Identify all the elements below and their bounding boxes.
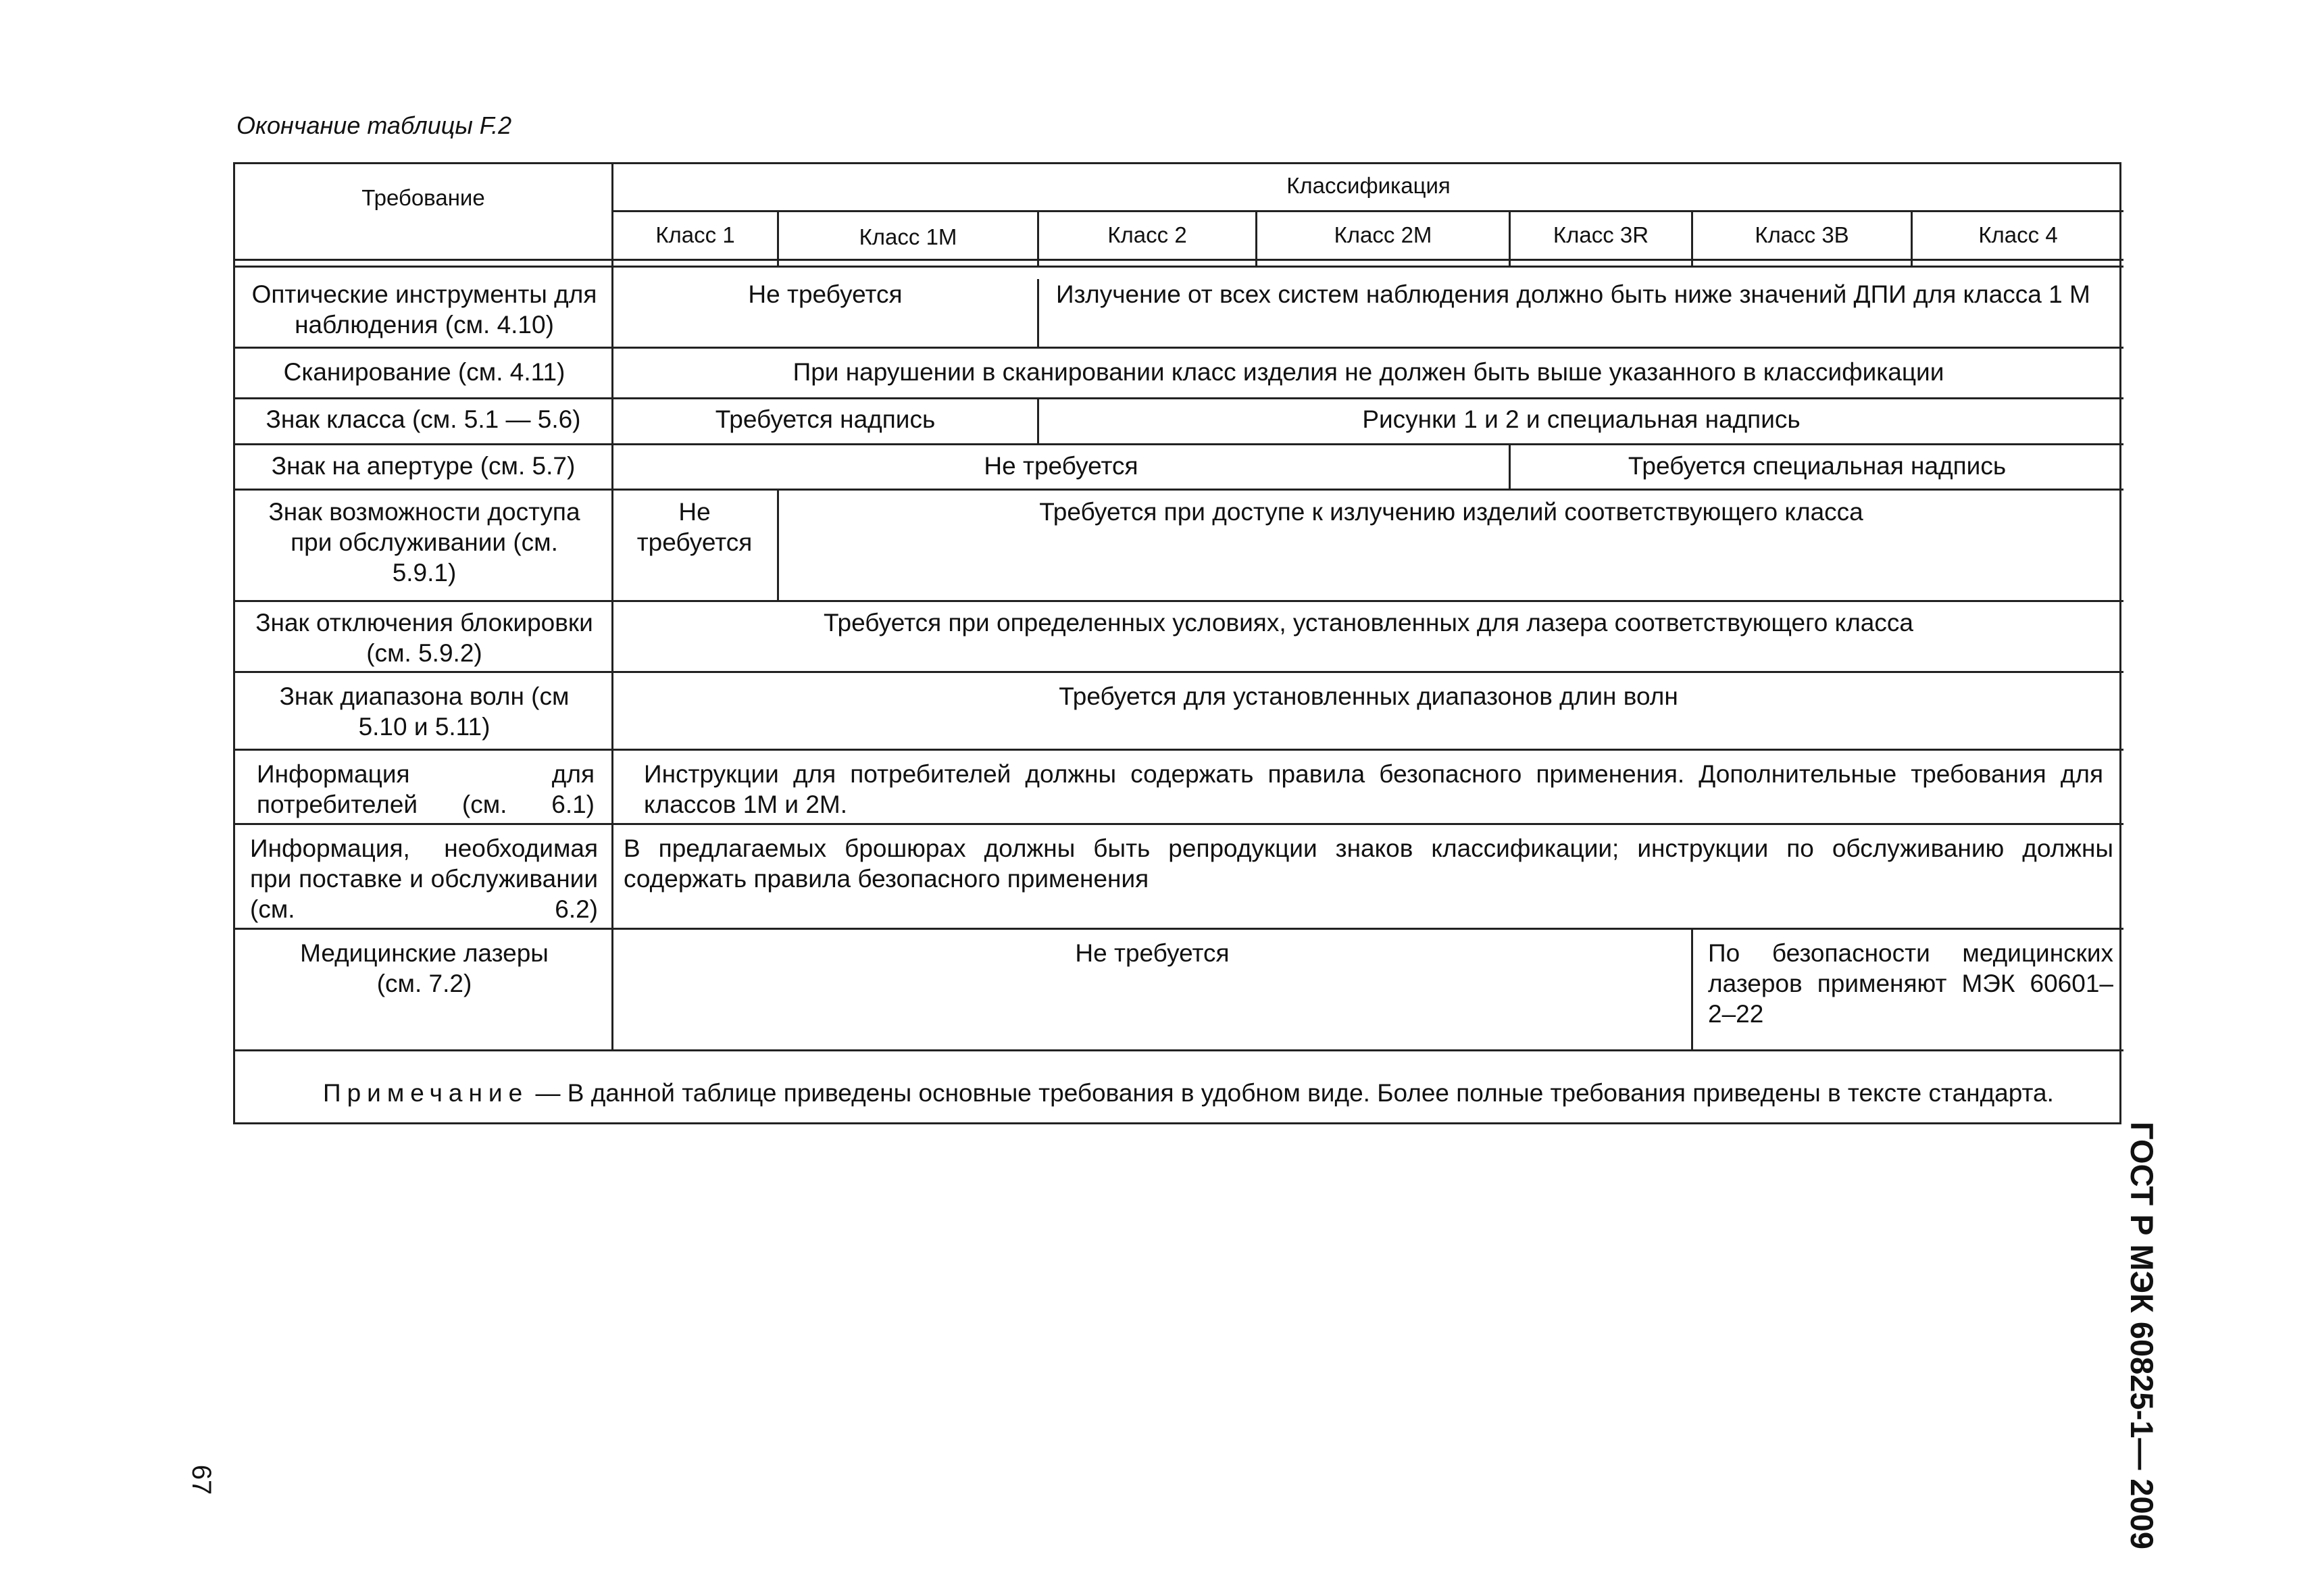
rule <box>235 671 2123 673</box>
row-cell: Не требуется <box>984 452 1138 480</box>
row-requirement: Сканирование (см. 4.11) <box>283 358 565 386</box>
header-class-1: Класс 1 <box>655 222 735 247</box>
row-requirement: Знак отключения блокировки (см. 5.9.2) <box>255 609 593 667</box>
page-number: 67 <box>186 1464 216 1495</box>
rule <box>235 347 2123 349</box>
rule <box>613 210 2123 212</box>
rule <box>235 397 2123 399</box>
row-requirement: Знак возможности доступа при обслуживании (см. 5.9.1) <box>268 498 580 587</box>
header-class-2: Класс 2 <box>1107 222 1187 247</box>
standard-code: ГОСТ Р МЭК 60825-1— 2009 <box>2124 1122 2160 1549</box>
row-cell: Рисунки 1 и 2 и специальная надпись <box>1362 405 1801 433</box>
table-caption: Окончание таблицы F.2 <box>236 111 512 139</box>
row-cell: Не требуется <box>636 498 753 556</box>
row-cell: Требуется надпись <box>715 405 936 433</box>
header-class-2m: Класс 2М <box>1334 222 1432 247</box>
row-cell: Требуется при доступе к излучению изделий соответствующего класса <box>1039 498 1863 526</box>
note-text: — В данной таблице приведены основные требования в удобном виде. Более полные требования приведены в тексте стандарта. <box>528 1079 2054 1107</box>
rule <box>235 823 2123 825</box>
table-note <box>323 1078 2113 1108</box>
row-cell: Требуется при определенных условиях, установленных для лазера соответствующего класса <box>824 609 1913 637</box>
rule <box>235 489 2123 491</box>
rule <box>235 749 2123 751</box>
row-requirement: Знак класса (см. 5.1 — 5.6) <box>266 405 581 433</box>
header-class-3b: Класс 3В <box>1755 222 1849 247</box>
rule <box>235 266 2123 268</box>
rule <box>235 600 2123 602</box>
rule <box>235 928 2123 930</box>
row-cell: По безопасности медицинских лазеров применяют МЭК 60601–2–22 <box>1708 939 2113 1028</box>
row-requirement: Знак на апертуре (см. 5.7) <box>271 452 576 480</box>
row-cell: Требуется для установленных диапазонов длин волн <box>1059 682 1678 710</box>
row-requirement: Информация, необходимая при поставке и обслуживании (см. 6.2) <box>250 834 598 923</box>
header-class-3r: Класс 3R <box>1553 222 1649 247</box>
rule <box>235 443 2123 445</box>
row-requirement: Медицинские лазеры (см. 7.2) <box>300 939 549 997</box>
row-requirement: Знак диапазона волн (см 5.10 и 5.11) <box>279 682 570 741</box>
header-requirement: Требование <box>361 185 485 210</box>
row-cell: Не требуется <box>1075 939 1230 967</box>
rule <box>1691 928 1693 1049</box>
row-requirement: Оптические инструменты для наблюдения (см. 4.10) <box>251 280 597 339</box>
row-requirement: Информация для потребителей (см. 6.1) <box>257 760 595 818</box>
note-label: Примечание <box>323 1079 529 1107</box>
rule <box>1037 279 1039 347</box>
rule <box>235 259 2123 261</box>
requirements-table <box>233 162 2121 1124</box>
rule <box>235 1049 2123 1051</box>
row-cell: Инструкции для потребителей должны содержать правила безопасного применения. Дополнительные требования для классов 1М и 2М. <box>644 760 2103 818</box>
row-cell: Требуется специальная надпись <box>1628 452 2007 480</box>
row-cell: При нарушении в сканировании класс изделия не должен быть выше указанного в классификации <box>793 358 1944 386</box>
row-cell: Не требуется <box>748 280 903 308</box>
header-class-4: Класс 4 <box>1978 222 2058 247</box>
row-cell: Излучение от всех систем наблюдения должно быть ниже значений ДПИ для класса 1 М <box>1056 280 2090 308</box>
row-cell: В предлагаемых брошюрах должны быть репродукции знаков классификации; инструкции по обслуживанию должны содержать правила безопасного применения <box>624 834 2113 893</box>
header-classification: Классификация <box>1286 173 1451 198</box>
header-class-1m: Класс 1М <box>859 224 957 249</box>
